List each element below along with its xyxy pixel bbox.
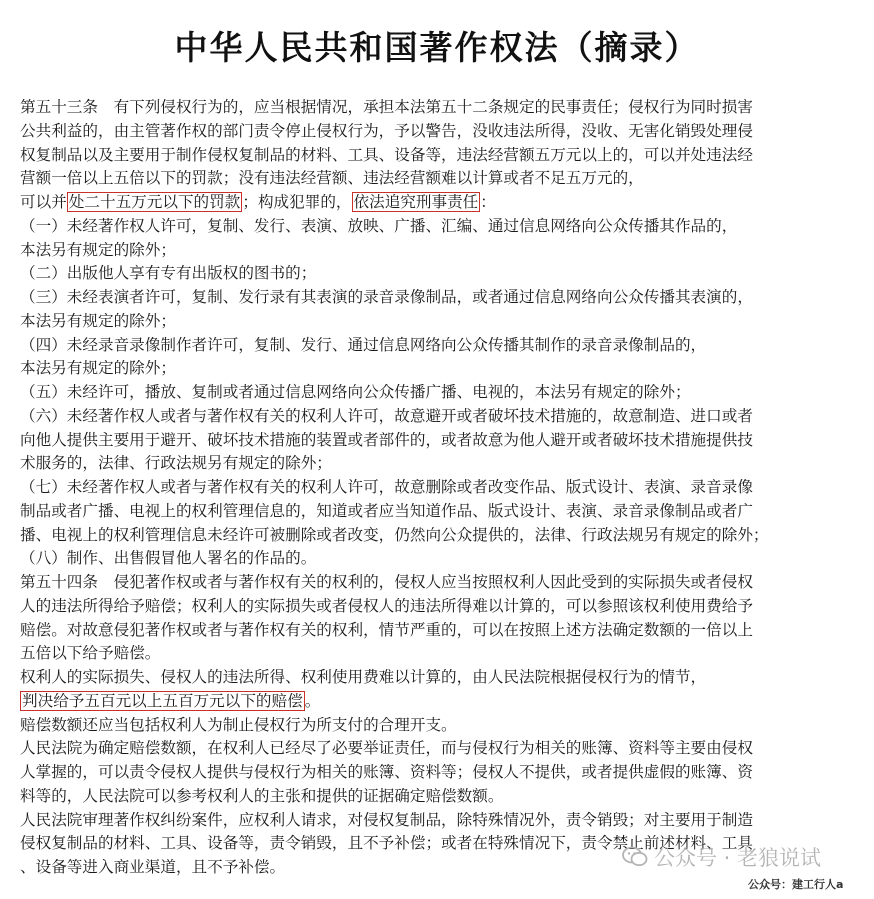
- text-line: [20, 262, 866, 286]
- text-line: [20, 357, 866, 381]
- text-segment: 赔偿数额还应当包括权利人为制止侵权行为所支付的合理开支。: [20, 715, 457, 734]
- text-segment: 本法另有规定的除外；: [20, 311, 176, 330]
- text-line: [20, 642, 866, 666]
- text-line: [20, 334, 866, 358]
- text-line: [20, 239, 866, 263]
- text-segment: 本法另有规定的除外；: [20, 240, 176, 259]
- highlight-box: 判决给予五百元以上五百万元以下的赔偿: [22, 691, 303, 710]
- watermark: [622, 842, 821, 872]
- text-segment: （六）未经著作权人或者与著作权有关的权利人许可，故意避开或者破坏技术措施的，故意制造、进口或者: [20, 406, 753, 425]
- wechat-icon: [622, 846, 648, 868]
- text-segment: 料等的，人民法院可以参考权利人的主张和提供的证据确定赔偿数额。: [20, 786, 504, 805]
- text-line: [20, 96, 866, 120]
- text-segment: 。: [304, 691, 321, 710]
- text-segment: 、设备等进入商业渠道，且不予补偿。: [20, 858, 286, 876]
- highlight-box: 依法追究刑事责任: [353, 193, 479, 211]
- text-segment: ：: [480, 193, 496, 211]
- text-line: [20, 737, 866, 761]
- text-line: [20, 144, 866, 168]
- text-line: [20, 452, 866, 476]
- text-line: [20, 524, 866, 548]
- text-line: [20, 310, 866, 334]
- watermark-sub: 公众号：建工行人a: [748, 878, 844, 891]
- text-line: [20, 690, 866, 714]
- text-line: [20, 666, 866, 690]
- text-segment: （一）未经著作权人许可，复制、发行、表演、放映、广播、汇编、通过信息网络向公众传播其作品的，: [20, 216, 738, 235]
- text-segment: 可以并: [20, 193, 67, 211]
- document-body: [20, 96, 866, 880]
- text-line: [20, 405, 866, 429]
- text-line: [20, 476, 866, 500]
- text-segment: 权利人的实际损失、侵权人的违法所得、权利使用费难以计算的，由人民法院根据侵权行为的情节，: [20, 668, 707, 686]
- text-line: [20, 547, 866, 571]
- text-segment: （八）制作、出售假冒他人署名的作品的。: [20, 549, 317, 568]
- text-segment: 五倍以下给予赔偿。: [20, 644, 161, 663]
- document-title: 中华人民共和国著作权法（摘录）: [174, 28, 700, 67]
- text-line: [20, 286, 866, 310]
- text-segment: 权复制品以及主要用于制作侵权复制品的材料、工具、设备等，违法经营额五万元以上的，可以并处违法经: [20, 145, 753, 164]
- text-segment: 播、电视上的权利管理信息未经许可被删除或者改变，仍然向公众提供的，法律、行政法规另有规定的除外；: [20, 525, 769, 544]
- text-line: [20, 761, 866, 785]
- text-segment: 公共利益的，由主管著作权的部门责令停止侵权行为，予以警告，没收违法所得，没收、无害化销毁处理侵: [20, 121, 753, 140]
- text-segment: （四）未经录音录像制作者许可，复制、发行、通过信息网络向公众传播其制作的录音录像制品的，: [20, 335, 707, 354]
- text-segment: ；构成犯罪的，: [242, 193, 352, 211]
- text-segment: 第五十三条 有下列侵权行为的，应当根据情况，承担本法第五十二条规定的民事责任；侵权行为同时损害: [20, 98, 753, 116]
- text-line: [20, 120, 866, 144]
- text-line: [20, 571, 866, 595]
- text-segment: 人的违法所得给予赔偿；权利人的实际损失或者侵权人的违法所得难以计算的，可以参照该权利使用费给予: [20, 596, 753, 615]
- text-line: [20, 809, 866, 833]
- text-line: [20, 595, 866, 619]
- text-segment: 向他人提供主要用于避开、破坏技术措施的装置或者部件的，或者故意为他人避开或者破坏技术措施提供技: [20, 430, 753, 449]
- text-line: [20, 619, 866, 643]
- text-segment: 术服务的，法律、行政法规另有规定的除外；: [20, 454, 332, 473]
- text-line: [20, 381, 866, 405]
- text-line: [20, 215, 866, 239]
- watermark-text: 公众号 · 老狼说试: [654, 846, 822, 870]
- text-line: [20, 500, 866, 524]
- text-line: [20, 167, 866, 191]
- text-segment: 侵权复制品的材料、工具、设备等，责令销毁，且不予补偿；或者在特殊情况下，责令禁止前述材料、工具: [20, 834, 753, 853]
- text-segment: （五）未经许可，播放、复制或者通过信息网络向公众传播广播、电视的，本法另有规定的除外；: [20, 383, 691, 401]
- text-segment: 人掌握的，可以责令侵权人提供与侵权行为相关的账簿、资料等；侵权人不提供，或者提供虚假的账簿、资: [20, 763, 753, 781]
- text-line: [20, 785, 866, 809]
- text-segment: 人民法院审理著作权纠纷案件，应权利人请求，对侵权复制品，除特殊情况外，责令销毁；对主要用于制造: [20, 810, 753, 829]
- text-line: [20, 191, 866, 215]
- text-segment: 制品或者广播、电视上的权利管理信息的，知道或者应当知道作品、版式设计、表演、录音录像制品或者广: [20, 501, 753, 520]
- text-line: [20, 714, 866, 738]
- text-segment: 人民法院为确定赔偿数额，在权利人已经尽了必要举证责任，而与侵权行为相关的账簿、资料等主要由侵权: [20, 739, 753, 758]
- text-segment: （二）出版他人享有专有出版权的图书的；: [20, 264, 317, 283]
- text-segment: （三）未经表演者许可，复制、发行录有其表演的录音录像制品，或者通过信息网络向公众传播其表演的，: [20, 288, 753, 306]
- text-segment: 本法另有规定的除外；: [20, 359, 176, 378]
- highlight-box: 处二十五万元以下的罚款: [68, 193, 241, 211]
- text-line: [20, 429, 866, 453]
- text-segment: 第五十四条 侵犯著作权或者与著作权有关的权利的，侵权人应当按照权利人因此受到的实际损失或者侵权: [20, 573, 753, 591]
- text-segment: 营额一倍以上五倍以下的罚款；没有违法经营额、违法经营额难以计算或者不足五万元的，: [20, 169, 644, 188]
- text-segment: 赔偿。对故意侵犯著作权或者与著作权有关的权利，情节严重的，可以在按照上述方法确定数额的一倍以上: [20, 620, 753, 639]
- text-segment: （七）未经著作权人或者与著作权有关的权利人许可，故意删除或者改变作品、版式设计、表演、录音录像: [20, 478, 753, 496]
